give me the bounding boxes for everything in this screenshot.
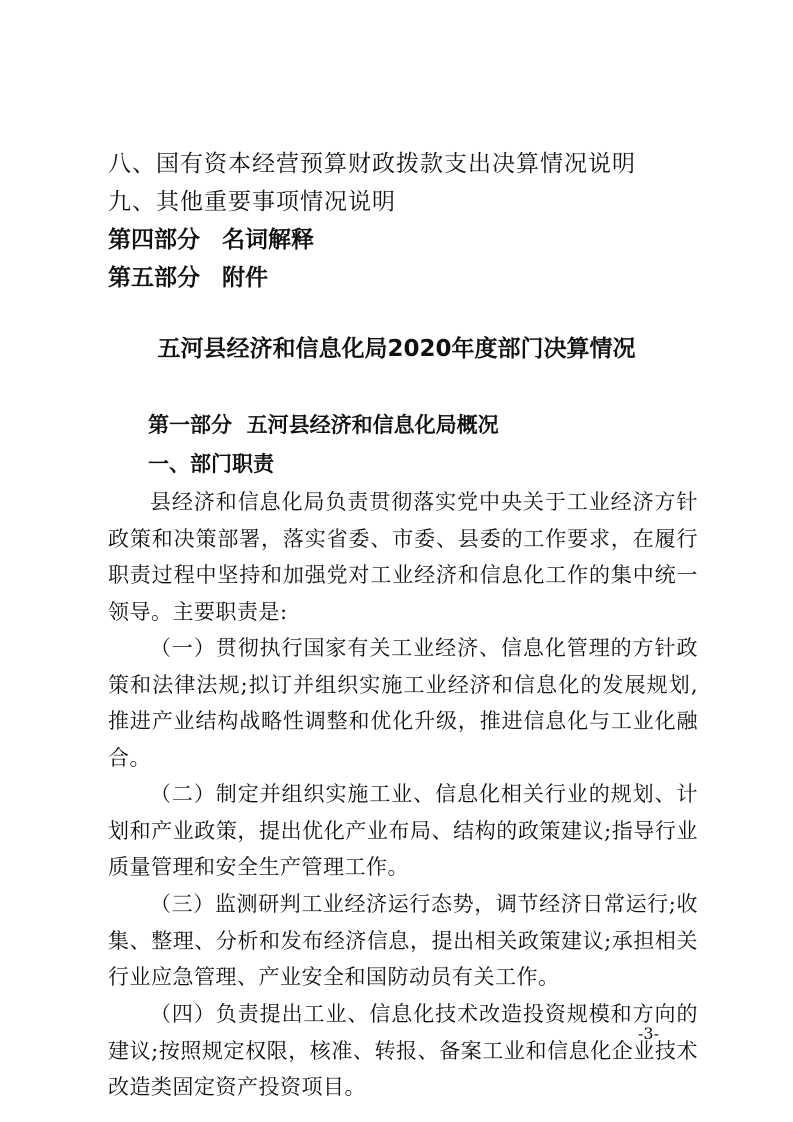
part-1-heading: 第一部分 五河县经济和信息化局概况 xyxy=(148,413,499,437)
duty-2-paragraph: （二）制定并组织实施工业、信息化相关行业的规划、计划和产业政策，提出优化产业布局、结构的政策建议;指导行业质量管理和安全生产管理工作。 xyxy=(108,782,698,879)
toc-part-4-number: 第四部分 xyxy=(108,227,200,253)
intro-paragraph: 县经济和信息化局负责贯彻落实党中央关于工业经济方针政策和决策部署，落实省委、市委、县委的工作要求，在履行职责过程中坚持和加强党对工业经济和信息化工作的集中统一领导。主要职责是: xyxy=(108,490,698,624)
section-1-heading: 一、部门职责 xyxy=(148,452,274,476)
toc-part-5-number: 第五部分 xyxy=(108,265,200,291)
page-number: -3- xyxy=(638,1024,659,1043)
toc-part-5 xyxy=(108,262,268,294)
toc-item-9: 九、其他重要事项情况说明 xyxy=(108,189,396,215)
document-title: 五河县经济和信息化局2020年度部门决算情况 xyxy=(157,336,636,362)
toc-part-4-title: 名词解释 xyxy=(222,227,314,253)
toc-part-5-title: 附件 xyxy=(222,265,268,291)
duty-4-paragraph: （四）负责提出工业、信息化技术改造投资规模和方向的建议;按照规定权限，核准、转报、备案工业和信息化企业技术改造类固定资产投资项目。 xyxy=(108,1002,698,1099)
duty-3-paragraph: （三）监测研判工业经济运行态势，调节经济日常运行;收集、整理、分析和发布经济信息，提出相关政策建议;承担相关行业应急管理、产业安全和国防动员有关工作。 xyxy=(108,892,698,989)
toc-item-8: 八、国有资本经营预算财政拨款支出决算情况说明 xyxy=(108,151,636,177)
duty-1-paragraph: （一）贯彻执行国家有关工业经济、信息化管理的方针政策和法律法规;拟订并组织实施工业经济和信息化的发展规划,推进产业结构战略性调整和优化升级，推进信息化与工业化融合。 xyxy=(108,636,698,770)
toc-part-4 xyxy=(108,224,314,256)
